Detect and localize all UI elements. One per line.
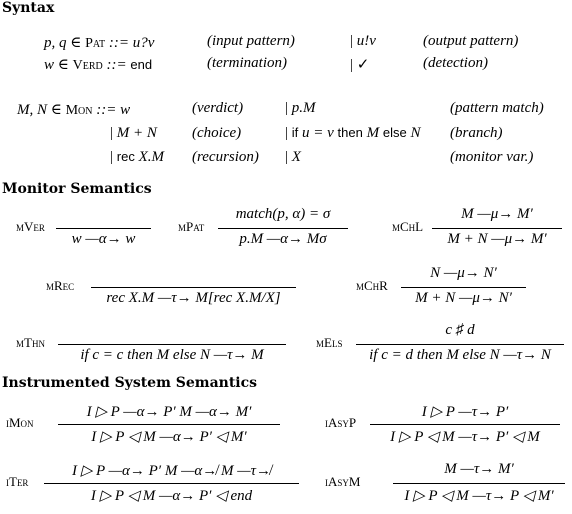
rule-name: mRec (46, 278, 75, 293)
inference-bar (44, 483, 299, 484)
verd-alt-desc: (detection) (423, 55, 488, 71)
inference-bar (58, 424, 280, 425)
rule-name: mEls (316, 335, 343, 350)
monitor-semantics-heading: Monitor Semantics (2, 181, 152, 197)
inference-bar (56, 228, 151, 229)
rule-conclusion: M + N —μ→ M′ (447, 231, 547, 247)
rule-conclusion: I ▷ P ◁ M —α→ P′ ◁ M′ (91, 429, 247, 445)
pat-alt: | u!v (350, 33, 376, 49)
mon-choice: | M + N (110, 125, 157, 141)
mon-rec: | rec X.M (110, 149, 164, 165)
mon-pattern-match: | p.M (285, 100, 316, 116)
rule-name: mChR (356, 278, 388, 293)
rule-name: iMon (6, 415, 34, 430)
syntax-heading: Syntax (2, 0, 55, 16)
rule-premise: M —τ→ M′ (444, 461, 514, 477)
inference-bar (401, 287, 526, 288)
rule-conclusion: I ▷ P ◁ M —α→ P′ ◁ end (90, 488, 253, 504)
verd-production: w ∈ Verd ::= end (44, 57, 153, 73)
rule-premise: match(p, α) = σ (235, 206, 331, 222)
rule-name: mThn (16, 335, 45, 350)
mon-choice-desc: (choice) (192, 125, 242, 141)
pat-alt-desc: (output pattern) (423, 33, 519, 49)
mon-pm-desc: (pattern match) (450, 100, 544, 116)
inference-bar (356, 344, 564, 345)
instrumented-heading: Instrumented System Semantics (2, 375, 258, 391)
pat-desc: (input pattern) (207, 33, 295, 49)
inference-bar (218, 228, 348, 229)
inference-bar (393, 483, 565, 484)
mon-branch-desc: (branch) (450, 125, 503, 141)
rule-conclusion: I ▷ P ◁ M —τ→ P′ ◁ M (390, 429, 540, 445)
verd-alt: | ✓ (350, 57, 370, 73)
rule-name: iAsyM (325, 474, 361, 489)
rule-premise: I ▷ P —α→ P′ M —α→ M′ (86, 404, 252, 420)
rule-name: iAsyP (325, 415, 357, 430)
mon-production: M, N ∈ Mon ::= w (17, 102, 131, 118)
mon-branch: | if u = v then M else N (285, 125, 421, 141)
pat-production: p, q ∈ Pat ::= u?v (44, 35, 155, 51)
inference-bar (91, 287, 296, 288)
rule-premise: I ▷ P —α→ P′ M —α↛ M —τ↛ (72, 463, 271, 479)
rule-name: mVer (16, 219, 45, 234)
rule-conclusion: rec X.M —τ→ M[rec X.M/X] (106, 290, 281, 306)
rule-name: mPat (178, 219, 205, 234)
rule-conclusion: w —α→ w (71, 231, 136, 247)
mon-var: | X (285, 149, 301, 165)
inference-bar (370, 424, 560, 425)
rule-conclusion: if c = d then M else N —τ→ N (369, 347, 551, 363)
rule-premise: c ♯ d (445, 322, 475, 338)
rule-name: iTer (6, 474, 29, 489)
rule-premise: M —μ→ M′ (461, 206, 533, 222)
mon-var-desc: (monitor var.) (450, 149, 534, 165)
inference-bar (58, 344, 286, 345)
rule-name: mChL (392, 219, 424, 234)
verd-desc: (termination) (207, 55, 287, 71)
rule-conclusion: if c = c then M else N —τ→ M (80, 347, 264, 363)
mon-verdict-desc: (verdict) (192, 100, 244, 116)
rule-premise: I ▷ P —τ→ P′ (421, 404, 509, 420)
inference-bar (432, 228, 562, 229)
rule-conclusion: p.M —α→ Mσ (239, 231, 327, 247)
rule-conclusion: M + N —μ→ N′ (415, 290, 512, 306)
rule-premise: N —μ→ N′ (430, 265, 497, 281)
mon-rec-desc: (recursion) (192, 149, 259, 165)
rule-conclusion: I ▷ P ◁ M —τ→ P ◁ M′ (404, 488, 554, 504)
